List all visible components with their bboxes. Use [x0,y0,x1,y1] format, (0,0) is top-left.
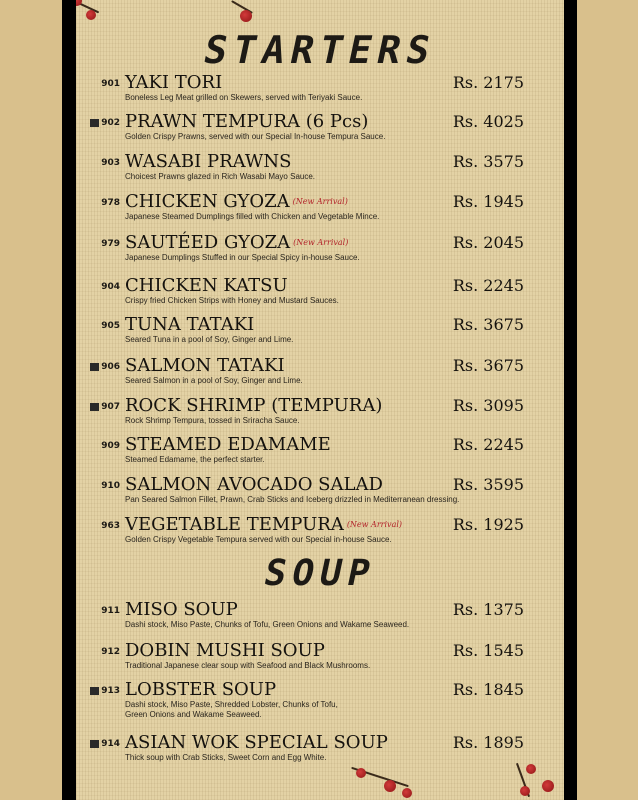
item-description-line: Japanese Dumplings Stuffed in our Special Spicy in-house Sauce. [125,253,360,262]
item-name [125,192,348,212]
item-description-line: Green Onions and Wakame Seaweed. [125,710,262,719]
item-description [125,661,370,671]
item-name-text: SAUTÉED GYOZA [125,232,291,253]
item-code-text: 910 [101,481,120,491]
item-code-text: 909 [101,441,120,451]
item-price: Rs. 1945 [452,192,524,211]
menu-item [76,233,564,273]
item-description-line: Traditional Japanese clear soup with Seafood and Black Mushrooms. [125,661,371,670]
item-name [125,233,348,253]
item-price: Rs. 3575 [452,152,524,171]
item-description [125,93,362,103]
photo-icon [90,119,99,127]
item-name-text: PRAWN TEMPURA (6 Pcs) [125,111,369,132]
item-description [125,132,385,142]
item-price: Rs. 3675 [452,315,524,334]
item-name-text: SALMON AVOCADO SALAD [125,474,383,495]
item-description-line: Pan Seared Salmon Fillet, Prawn, Crab Sticks and Iceberg drizzled in Mediterranean dressing. [125,495,460,504]
menu-item [76,152,564,192]
new-arrival-tag: (New Arrival) [293,238,349,247]
menu-item [76,276,564,316]
item-name [125,315,254,335]
blossom-top-left [76,0,110,26]
item-code [82,79,120,89]
photo-icon [90,687,99,695]
right-border [574,0,638,800]
item-name-text: STEAMED EDAMAME [125,434,331,455]
item-name-text: ROCK SHRIMP (TEMPURA) [125,395,383,416]
item-code [82,606,120,616]
item-description-line: Crispy fried Chicken Strips with Honey and Mustard Sauces. [125,296,339,305]
item-code [82,739,120,749]
item-description-line: Seared Salmon in a pool of Soy, Ginger and Lime. [125,376,303,385]
menu-item [76,73,564,113]
item-description [125,455,265,465]
menu-item [76,315,564,355]
item-description [125,416,300,426]
item-description [125,700,338,720]
item-price: Rs. 4025 [452,112,524,131]
left-border [0,0,65,800]
menu-item [76,112,564,152]
item-description [125,296,339,306]
item-name [125,600,238,620]
item-code-text: 912 [101,647,120,657]
menu-item [76,435,564,475]
item-code [82,647,120,657]
item-code-text: 903 [101,158,120,168]
item-code-text: 979 [101,239,120,249]
item-name-text: DOBIN MUSHI SOUP [125,640,325,661]
item-code [82,118,120,128]
item-price: Rs. 2245 [452,276,524,295]
item-name-text: CHICKEN GYOZA [125,191,290,212]
item-code-text: 978 [101,198,120,208]
item-name-text: MISO SOUP [125,599,238,620]
item-price: Rs. 2045 [452,233,524,252]
item-price: Rs. 1925 [452,515,524,534]
item-description-line: Golden Crispy Prawns, served with our Special In-house Tempura Sauce. [125,132,386,141]
menu-item [76,396,564,436]
item-name-text: VEGETABLE TEMPURA [125,514,344,535]
item-description-line: Dashi stock, Miso Paste, Shredded Lobster, Chunks of Tofu, [125,700,338,709]
menu-item [76,192,564,232]
item-name [125,515,402,535]
item-price: Rs. 2175 [452,73,524,92]
starters-heading: STARTERS [199,28,441,72]
menu-item [76,515,564,555]
item-description-line: Dashi stock, Miso Paste, Chunks of Tofu, Green Onions and Wakame Seaweed. [125,620,410,629]
soup-heading: SOUP [260,553,380,594]
menu-item [76,641,564,681]
item-code [82,686,120,696]
item-code-text: 913 [101,686,120,696]
item-price: Rs. 3675 [452,356,524,375]
menu-item [76,600,564,640]
item-description [125,212,379,222]
item-code [82,198,120,208]
item-name [125,475,383,495]
photo-icon [90,740,99,748]
blossom-top-center [226,0,266,24]
item-code [82,282,120,292]
item-name [125,641,325,661]
item-description-line: Choicest Prawns glazed in Rich Wasabi Mayo Sauce. [125,172,316,181]
item-name [125,152,292,172]
menu-item [76,733,564,773]
item-name-text: SALMON TATAKI [125,355,285,376]
item-code [82,362,120,372]
item-description [125,620,409,630]
menu-item [76,475,564,515]
item-name [125,435,331,455]
item-description [125,495,459,505]
item-description [125,753,326,763]
item-name [125,73,222,93]
item-code [82,481,120,491]
item-price: Rs. 3095 [452,396,524,415]
new-arrival-tag: (New Arrival) [292,197,348,206]
item-code-text: 911 [101,606,120,616]
item-price: Rs. 3595 [452,475,524,494]
item-description [125,335,293,345]
item-name-text: CHICKEN KATSU [125,275,288,296]
item-code-text: 906 [101,362,120,372]
item-code-text: 905 [101,321,120,331]
item-name [125,356,285,376]
item-description-line: Japanese Steamed Dumplings filled with Chicken and Vegetable Mince. [125,212,380,221]
item-price: Rs. 1375 [452,600,524,619]
item-code [82,239,120,249]
item-code [82,402,120,412]
item-description-line: Rock Shrimp Tempura, tossed in Sriracha Sauce. [125,416,300,425]
item-price: Rs. 1845 [452,680,524,699]
item-description-line: Boneless Leg Meat grilled on Skewers, served with Teriyaki Sauce. [125,93,363,102]
item-description [125,253,360,263]
item-description-line: Golden Crispy Vegetable Tempura served with our Special in-house Sauce. [125,535,392,544]
item-name [125,733,388,753]
item-code-text: 904 [101,282,120,292]
item-description [125,376,303,386]
item-name-text: ASIAN WOK SPECIAL SOUP [125,732,388,753]
item-price: Rs. 1895 [452,733,524,752]
item-name-text: LOBSTER SOUP [125,679,277,700]
item-code [82,521,120,531]
item-code-text: 901 [101,79,120,89]
item-description-line: Steamed Edamame, the perfect starter. [125,455,265,464]
item-code-text: 902 [101,118,120,128]
item-code-text: 914 [101,739,120,749]
item-code [82,158,120,168]
item-name [125,112,368,132]
item-description-line: Thick soup with Crab Sticks, Sweet Corn and Egg White. [125,753,327,762]
item-name-text: YAKI TORI [125,72,223,93]
new-arrival-tag: (New Arrival) [346,520,403,529]
item-code-text: 963 [101,521,120,531]
item-description [125,172,315,182]
item-description-line: Seared Tuna in a pool of Soy, Ginger and Lime. [125,335,294,344]
item-price: Rs. 1545 [452,641,524,660]
item-name [125,396,382,416]
item-name-text: WASABI PRAWNS [125,151,292,172]
menu-item [76,356,564,396]
item-code [82,441,120,451]
item-price: Rs. 2245 [452,435,524,454]
menu-item [76,680,564,720]
menu-panel [76,0,564,800]
photo-icon [90,363,99,371]
item-name [125,276,288,296]
item-code-text: 907 [101,402,120,412]
item-name-text: TUNA TATAKI [125,314,255,335]
item-code [82,321,120,331]
item-description [125,535,392,545]
item-name [125,680,276,700]
photo-icon [90,403,99,411]
